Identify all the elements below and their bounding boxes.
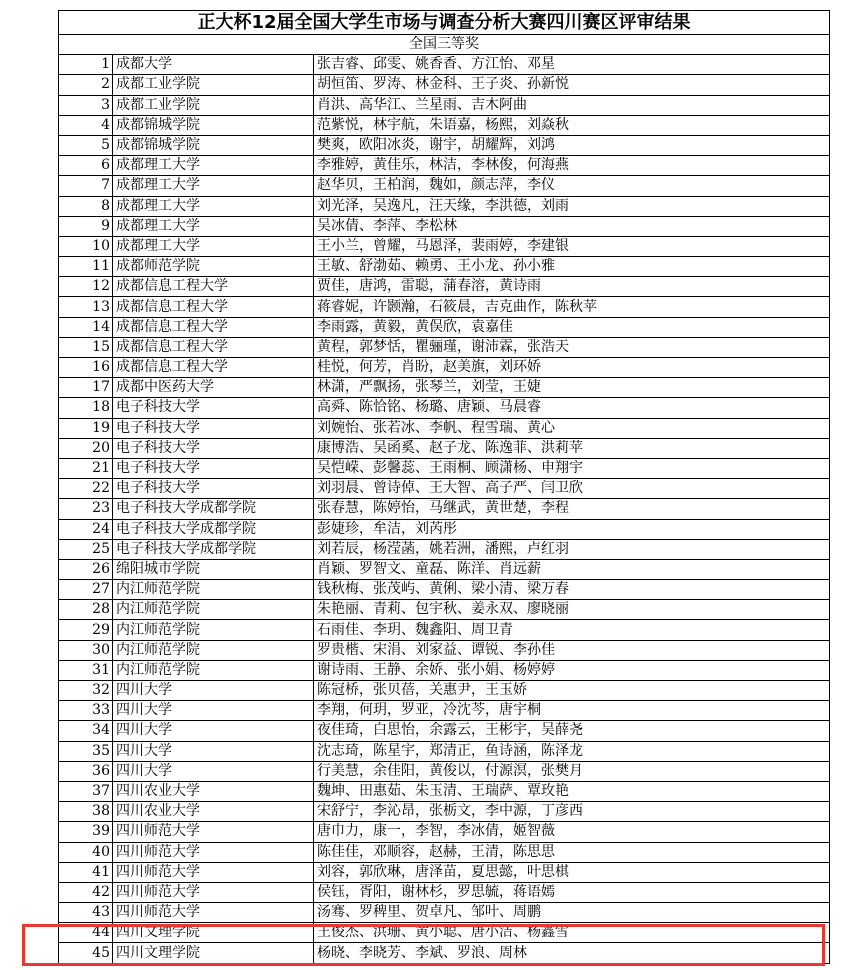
school-name: 成都理工大学	[113, 176, 314, 196]
school-name: 四川师范大学	[113, 842, 314, 862]
table-row	[59, 358, 830, 378]
row-number: 22	[59, 479, 113, 499]
table-row	[59, 681, 830, 701]
team-members: 张春慧，陈婷怡，马继武，黄世楚，李程	[314, 499, 830, 519]
school-name: 电子科技大学成都学院	[113, 499, 314, 519]
school-name: 内江师范学院	[113, 600, 314, 620]
table-row	[59, 95, 830, 115]
team-members: 刘羽晨、曾诗倬、王大智、高子严、闫卫欣	[314, 479, 830, 499]
table-row	[59, 297, 830, 317]
team-members: 刘婉怡、张若冰、李帆、程雪瑞、黄心	[314, 418, 830, 438]
table-row	[59, 156, 830, 176]
table-row	[59, 539, 830, 559]
school-name: 成都锦城学院	[113, 135, 314, 155]
school-name: 四川农业大学	[113, 802, 314, 822]
table-row	[59, 822, 830, 842]
table-row	[59, 55, 830, 75]
school-name: 四川大学	[113, 701, 314, 721]
school-name: 四川大学	[113, 721, 314, 741]
team-members: 朱艳丽、青莉、包宇秋、姜永双、廖晓丽	[314, 600, 830, 620]
team-members: 刘若辰，杨滢菡，姚若洲，潘熙，卢红羽	[314, 539, 830, 559]
row-number: 33	[59, 701, 113, 721]
team-members: 范紫悦，林宇航，朱语嘉，杨熙，刘焱秋	[314, 115, 830, 135]
school-name: 内江师范学院	[113, 620, 314, 640]
row-number: 38	[59, 802, 113, 822]
team-members: 李翔，何玥，罗亚，冷沈芩，唐宇桐	[314, 701, 830, 721]
row-number: 2	[59, 75, 113, 95]
team-members: 唐巾力，康一，李智，李冰倩，姬智薇	[314, 822, 830, 842]
school-name: 四川大学	[113, 741, 314, 761]
team-members: 林潇，严飘扬，张琴兰，刘莹，王婕	[314, 378, 830, 398]
row-number: 34	[59, 721, 113, 741]
row-number: 11	[59, 257, 113, 277]
school-name: 四川师范大学	[113, 903, 314, 923]
team-members: 罗贵楷、宋涓、刘家益、谭锐、李孙佳	[314, 640, 830, 660]
school-name: 四川大学	[113, 681, 314, 701]
team-members: 谢诗雨、王静、余娇、张小娟、杨婷婷	[314, 660, 830, 680]
row-number: 19	[59, 418, 113, 438]
table-row	[59, 580, 830, 600]
row-number: 5	[59, 135, 113, 155]
row-number: 32	[59, 681, 113, 701]
school-name: 电子科技大学	[113, 398, 314, 418]
school-name: 电子科技大学	[113, 418, 314, 438]
school-name: 电子科技大学成都学院	[113, 519, 314, 539]
table-row	[59, 882, 830, 902]
results-table	[58, 10, 830, 964]
team-members: 赵华贝，王柏润，魏如，颜志萍，李仪	[314, 176, 830, 196]
table-row	[59, 479, 830, 499]
team-members: 肖洪、高华江、兰星雨、吉木阿曲	[314, 95, 830, 115]
row-number: 42	[59, 882, 113, 902]
table-row	[59, 701, 830, 721]
table-row	[59, 257, 830, 277]
table-row	[59, 458, 830, 478]
table-row	[59, 418, 830, 438]
row-number: 20	[59, 438, 113, 458]
team-members: 侯钰，胥阳，谢林杉，罗思毓，蒋语嫣	[314, 882, 830, 902]
row-number: 27	[59, 580, 113, 600]
table-row	[59, 721, 830, 741]
team-members: 宋舒宁，李沁昂，张栃文，李中源，丁彦西	[314, 802, 830, 822]
table-row	[59, 176, 830, 196]
table-row	[59, 438, 830, 458]
school-name: 绵阳城市学院	[113, 559, 314, 579]
row-number: 31	[59, 660, 113, 680]
table-row	[59, 640, 830, 660]
table-row	[59, 519, 830, 539]
row-number: 13	[59, 297, 113, 317]
team-members: 汤骞、罗稗里、贺卓凡、邹叶、周鹏	[314, 903, 830, 923]
row-number: 21	[59, 458, 113, 478]
table-row	[59, 196, 830, 216]
row-number: 7	[59, 176, 113, 196]
team-members: 黄程，郭梦恬，瞿骊瑾，谢沛霖，张浩天	[314, 337, 830, 357]
table-row	[59, 761, 830, 781]
team-members: 石雨佳、李玥、魏鑫阳、周卫青	[314, 620, 830, 640]
team-members: 高舜、陈恰铭、杨璐、唐颖、马晨睿	[314, 398, 830, 418]
school-name: 电子科技大学	[113, 458, 314, 478]
team-members: 桂悦，何芳，肖盼，赵美旗，刘环娇	[314, 358, 830, 378]
table-row	[59, 802, 830, 822]
row-number: 26	[59, 559, 113, 579]
row-number: 3	[59, 95, 113, 115]
table-row	[59, 337, 830, 357]
table-row	[59, 378, 830, 398]
school-name: 成都师范学院	[113, 257, 314, 277]
team-members: 王俊杰、洪珊、黄小聪、唐小洁、杨鑫雪	[314, 923, 830, 943]
team-members: 胡恒笛、罗涛、林金科、王子炎、孙新悦	[314, 75, 830, 95]
team-members: 吴恺嵘、彭馨蕊、王雨桐、顾潇杨、申翔宇	[314, 458, 830, 478]
school-name: 四川师范大学	[113, 882, 314, 902]
school-name: 成都信息工程大学	[113, 297, 314, 317]
team-members: 陈佳佳，邓顺容，赵赫，王清，陈思思	[314, 842, 830, 862]
row-number: 40	[59, 842, 113, 862]
team-members: 魏坤、田惠茹、朱玉清、王瑞萨、覃玫艳	[314, 781, 830, 801]
table-row	[59, 135, 830, 155]
table-row	[59, 398, 830, 418]
row-number: 14	[59, 317, 113, 337]
row-number: 1	[59, 55, 113, 75]
school-name: 成都理工大学	[113, 156, 314, 176]
results-table-body	[59, 11, 830, 964]
row-number: 29	[59, 620, 113, 640]
row-number: 16	[59, 358, 113, 378]
row-number: 25	[59, 539, 113, 559]
school-name: 内江师范学院	[113, 640, 314, 660]
school-name: 成都工业学院	[113, 95, 314, 115]
row-number: 15	[59, 337, 113, 357]
team-members: 樊爽，欧阳冰炎，谢宇，胡耀辉，刘鸿	[314, 135, 830, 155]
school-name: 成都工业学院	[113, 75, 314, 95]
table-row	[59, 317, 830, 337]
table-row	[59, 862, 830, 882]
school-name: 内江师范学院	[113, 580, 314, 600]
team-members: 蒋睿妮，许颢瀚，石筱晨，吉克曲作，陈秋苹	[314, 297, 830, 317]
team-members: 夜佳琦，白思怡，余露云，王彬宇，吴薛尧	[314, 721, 830, 741]
row-number: 23	[59, 499, 113, 519]
team-members: 张吉睿、邱雯、姚香香、方江怡、邓星	[314, 55, 830, 75]
row-number: 8	[59, 196, 113, 216]
school-name: 成都理工大学	[113, 196, 314, 216]
school-name: 内江师范学院	[113, 660, 314, 680]
table-row	[59, 236, 830, 256]
row-number: 41	[59, 862, 113, 882]
table-row	[59, 620, 830, 640]
team-members: 李雅婷，黄佳乐，林洁，李林俊，何海燕	[314, 156, 830, 176]
row-number: 28	[59, 600, 113, 620]
row-number: 30	[59, 640, 113, 660]
table-row	[59, 660, 830, 680]
row-number: 24	[59, 519, 113, 539]
school-name: 四川师范大学	[113, 822, 314, 842]
row-number: 45	[59, 943, 113, 963]
team-members: 杨晓、李晓芳、李斌、罗浪、周林	[314, 943, 830, 963]
table-row	[59, 115, 830, 135]
table-row	[59, 923, 830, 943]
row-number: 36	[59, 761, 113, 781]
team-members: 沈志琦，陈星宇，郑清正，鱼诗涵，陈泽龙	[314, 741, 830, 761]
team-members: 陈冠桥，张贝蓓，关惠尹，王玉娇	[314, 681, 830, 701]
row-number: 43	[59, 903, 113, 923]
table-row	[59, 216, 830, 236]
school-name: 成都理工大学	[113, 216, 314, 236]
school-name: 成都信息工程大学	[113, 317, 314, 337]
row-number: 12	[59, 277, 113, 297]
school-name: 电子科技大学成都学院	[113, 539, 314, 559]
row-number: 10	[59, 236, 113, 256]
team-members: 刘光泽，吴逸凡，汪天缘，李洪德，刘雨	[314, 196, 830, 216]
school-name: 成都信息工程大学	[113, 277, 314, 297]
row-number: 18	[59, 398, 113, 418]
school-name: 电子科技大学	[113, 479, 314, 499]
award-row	[59, 35, 830, 55]
team-members: 刘容，郭欣琳，唐泽苗，夏思懿，叶思棋	[314, 862, 830, 882]
row-number: 9	[59, 216, 113, 236]
table-row	[59, 559, 830, 579]
school-name: 成都信息工程大学	[113, 358, 314, 378]
team-members: 康博浩、吴函奚、赵子龙、陈逸菲、洪莉苹	[314, 438, 830, 458]
row-number: 17	[59, 378, 113, 398]
table-row	[59, 277, 830, 297]
table-row	[59, 781, 830, 801]
team-members: 贾佳，唐鸿，雷聪，蒲春溶，黄诗雨	[314, 277, 830, 297]
team-members: 彭婕珍，牟洁，刘芮彤	[314, 519, 830, 539]
school-name: 成都信息工程大学	[113, 337, 314, 357]
document-title: 正大杯12届全国大学生市场与调查分析大赛四川赛区评审结果	[59, 11, 830, 35]
school-name: 成都理工大学	[113, 236, 314, 256]
table-row	[59, 903, 830, 923]
row-number: 35	[59, 741, 113, 761]
school-name: 成都中医药大学	[113, 378, 314, 398]
row-number: 44	[59, 923, 113, 943]
school-name: 四川农业大学	[113, 781, 314, 801]
title-row	[59, 11, 830, 35]
row-number: 39	[59, 822, 113, 842]
team-members: 李雨露，黄毅，黄俣欣，袁嘉佳	[314, 317, 830, 337]
school-name: 成都锦城学院	[113, 115, 314, 135]
row-number: 37	[59, 781, 113, 801]
team-members: 肖颖、罗智文、童磊、陈洋、肖远薪	[314, 559, 830, 579]
award-level: 全国三等奖	[59, 35, 830, 55]
table-row	[59, 499, 830, 519]
team-members: 王小兰，曾耀，马恩泽，裴雨婷，李建银	[314, 236, 830, 256]
school-name: 四川文理学院	[113, 923, 314, 943]
team-members: 王敏、舒渤茹、赖勇、王小龙、孙小雅	[314, 257, 830, 277]
table-row	[59, 943, 830, 963]
table-row	[59, 75, 830, 95]
school-name: 四川文理学院	[113, 943, 314, 963]
table-row	[59, 842, 830, 862]
team-members: 吴冰倩、李萍、李松林	[314, 216, 830, 236]
school-name: 成都大学	[113, 55, 314, 75]
school-name: 四川师范大学	[113, 862, 314, 882]
team-members: 行美慧，余佳阳，黄俊以，付源溟，张樊月	[314, 761, 830, 781]
table-row	[59, 600, 830, 620]
team-members: 钱秋梅、张茂屿、黄俐、梁小清、梁万春	[314, 580, 830, 600]
row-number: 6	[59, 156, 113, 176]
school-name: 四川大学	[113, 761, 314, 781]
table-row	[59, 741, 830, 761]
row-number: 4	[59, 115, 113, 135]
results-sheet	[58, 10, 829, 964]
school-name: 电子科技大学	[113, 438, 314, 458]
